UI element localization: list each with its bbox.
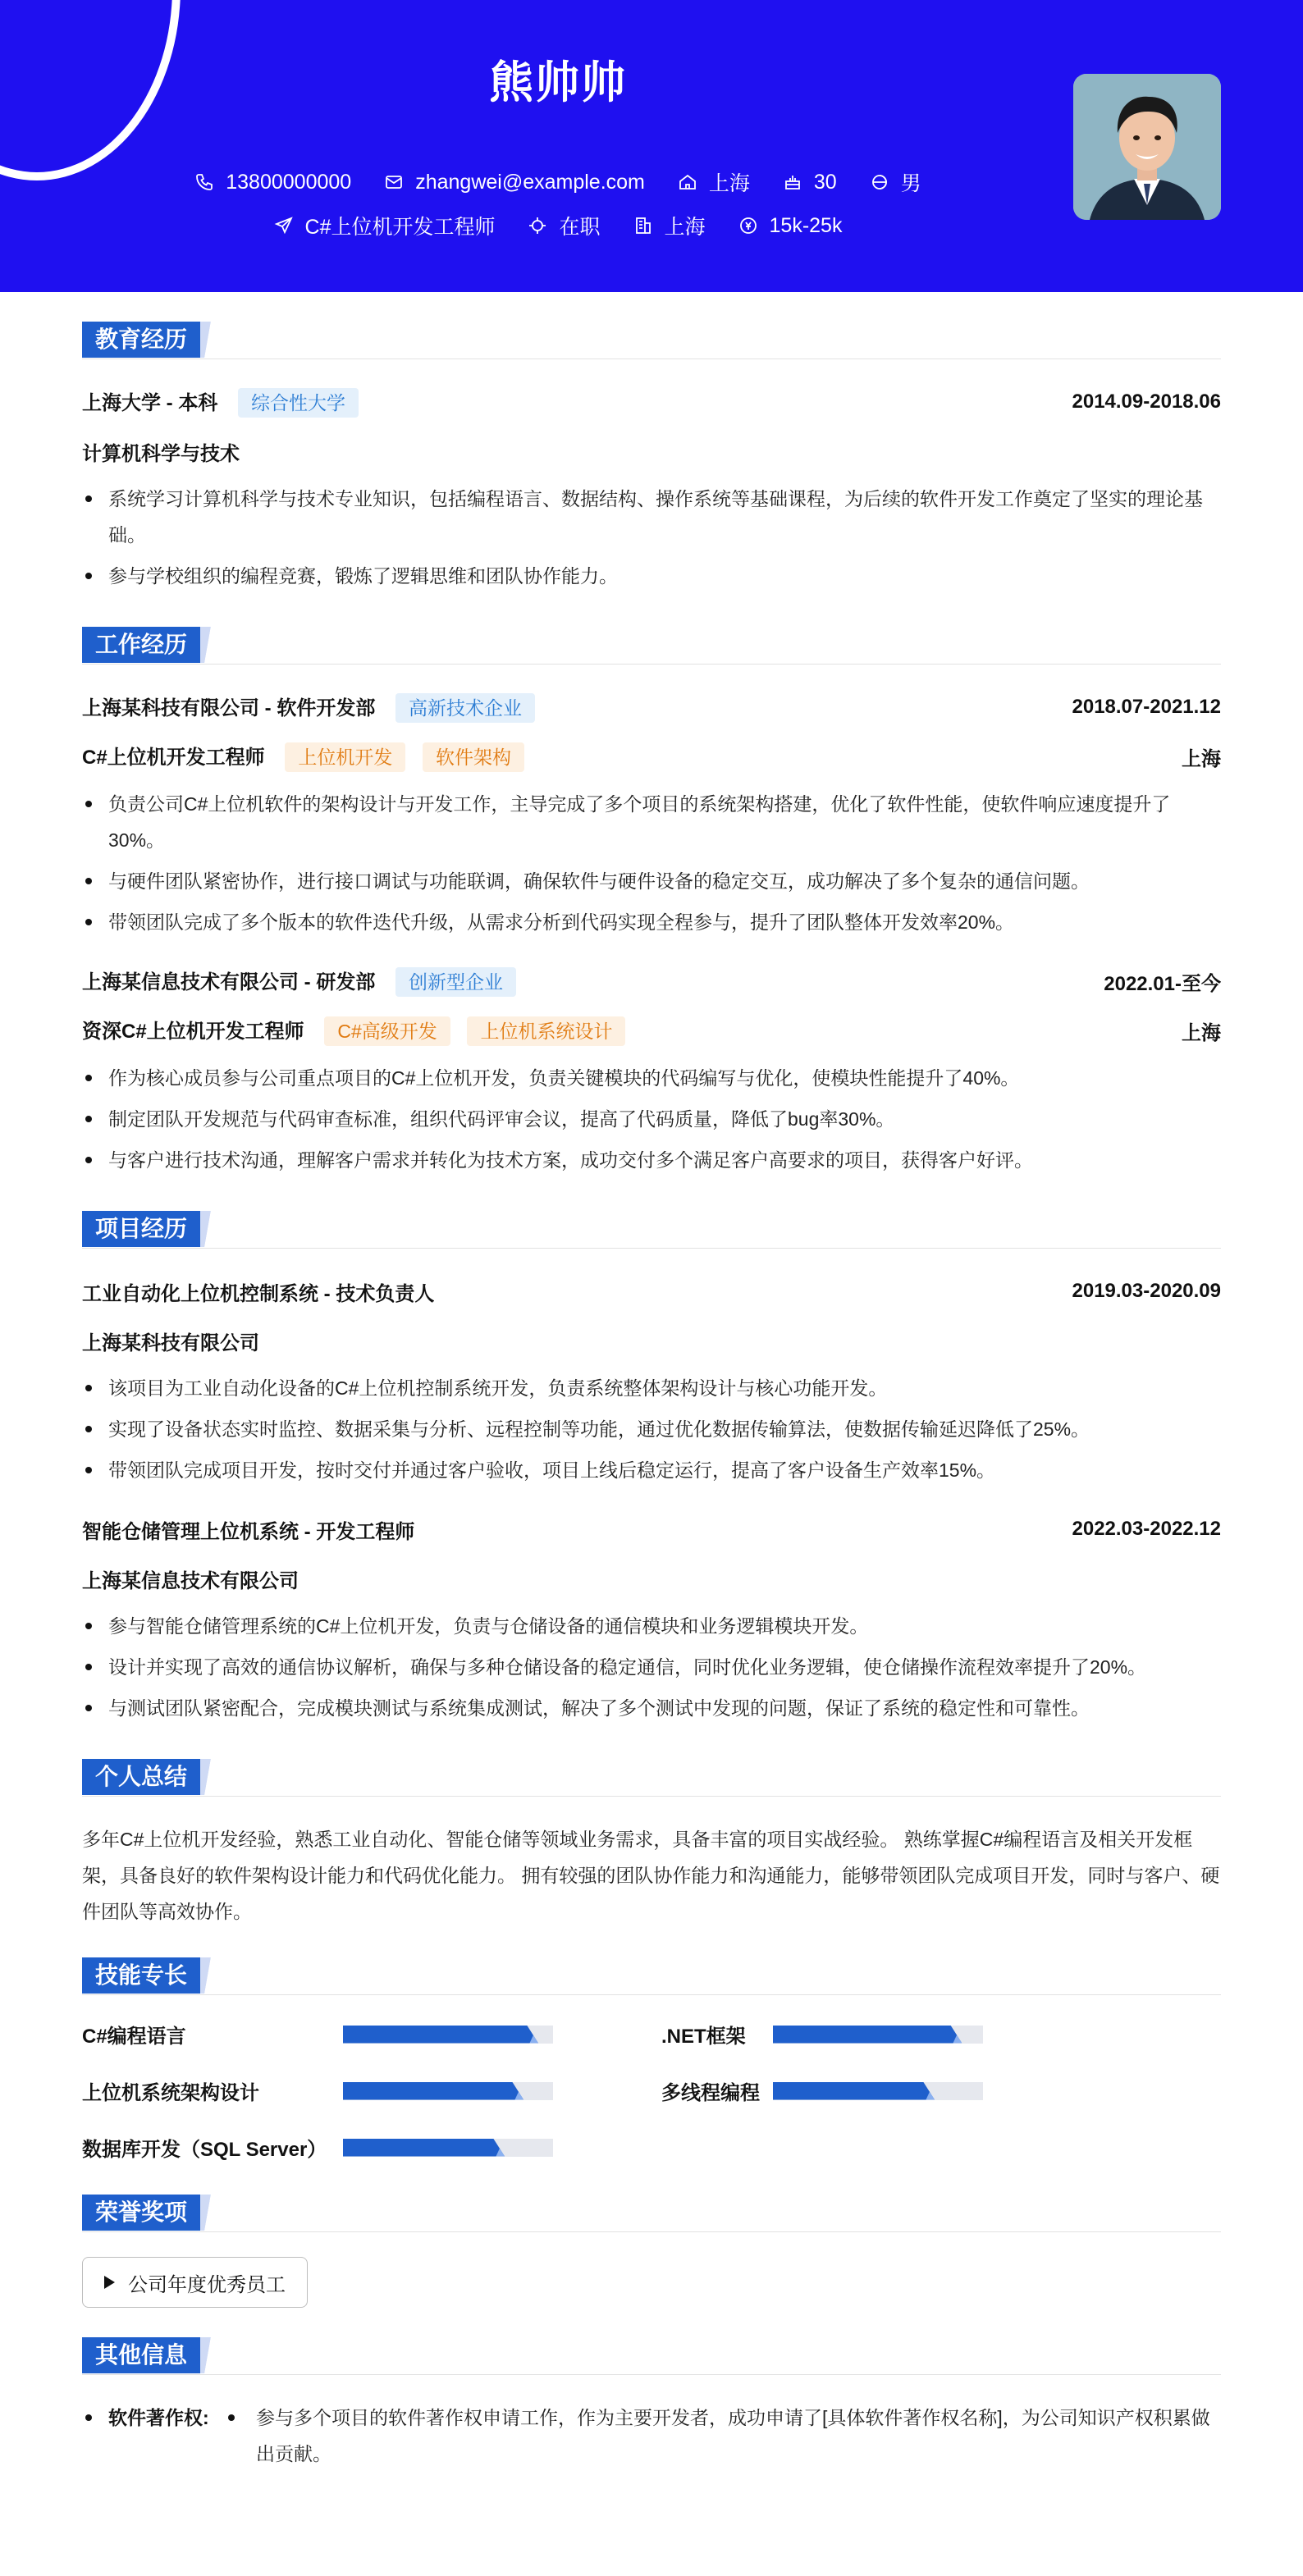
education-bullets [82, 481, 1221, 594]
job-location: 上海 [1182, 1021, 1221, 1044]
mail-icon [384, 172, 404, 192]
list-item: 制定团队开发规范与代码审查标准，组织代码评审会议，提高了代码质量，降低了bug率30%。 [82, 1101, 1221, 1137]
skill-bar-fill [343, 2026, 538, 2044]
section-header [82, 627, 1221, 665]
gender-icon [870, 172, 889, 192]
role-tag: 软件架构 [423, 742, 524, 772]
skill-item [82, 2020, 661, 2048]
section-title: 工作经历 [82, 627, 200, 663]
job-role-row [82, 1012, 1221, 1048]
role-name: 资深C#上位机开发工程师 [82, 1021, 304, 1043]
section-title-decoration [200, 1957, 220, 1994]
company-block [82, 692, 535, 723]
resume-body [82, 292, 1221, 2472]
section-header [82, 2195, 1221, 2232]
job-period: 2022.01-至今 [1104, 972, 1221, 995]
other-info-text: 参与多个项目的软件著作权申请工作，作为主要开发者，成功申请了[具体软件著作权名称]，为公司知识产权积累做出贡献。 [226, 2400, 1221, 2472]
job-bullets [82, 1060, 1221, 1178]
project-name: 智能仓储管理上位机系统 - 开发工程师 [82, 1520, 415, 1543]
list-item: 与硬件团队紧密协作，进行接口调试与功能联调，确保软件与硬件设备的稳定交互，成功解决了多个复杂的通信问题。 [82, 863, 1221, 899]
resume-header [0, 0, 1303, 292]
send-icon [274, 216, 294, 235]
award-label: 公司年度优秀员工 [128, 2273, 286, 2296]
candidate-name: 熊帅帅 [489, 58, 627, 107]
school-tag: 综合性大学 [238, 388, 359, 418]
age-item [783, 171, 837, 194]
company-name: 上海某科技有限公司 - 软件开发部 [82, 697, 376, 719]
section-title-decoration [200, 2195, 220, 2231]
phone-item [194, 171, 351, 194]
play-triangle-icon [104, 2276, 115, 2289]
project-company: 上海某科技有限公司 [82, 1331, 259, 1354]
list-item: 与客户进行技术沟通，理解客户需求并转化为技术方案，成功交付多个满足客户高要求的项目，获得客户好评。 [82, 1142, 1221, 1178]
education-header-row [82, 384, 1221, 420]
status-text: 在职 [559, 216, 601, 239]
email-item [384, 171, 645, 194]
company-block [82, 966, 516, 997]
list-item: 带领团队完成了多个版本的软件迭代升级，从需求分析到代码实现全程参与，提升了团队整体开发效率20%。 [82, 904, 1221, 940]
section-title: 荣誉奖项 [82, 2195, 200, 2231]
gender-item [870, 167, 921, 197]
list-item: 该项目为工业自动化设备的C#上位机控制系统开发，负责系统整体架构设计与核心功能开发。 [82, 1370, 1221, 1406]
job-company-row [82, 963, 1221, 999]
list-item: 系统学习计算机科学与技术专业知识，包括编程语言、数据结构、操作系统等基础课程，为后续的软件开发工作奠定了坚实的理论基础。 [82, 481, 1221, 553]
role-tag: 上位机系统设计 [467, 1016, 625, 1046]
city-item [678, 167, 750, 197]
project-company: 上海某信息技术有限公司 [82, 1569, 299, 1592]
job-entry [82, 689, 1221, 940]
project-name: 工业自动化上位机控制系统 - 技术负责人 [82, 1282, 435, 1305]
section-title-decoration [200, 322, 220, 358]
major-name: 计算机科学与技术 [82, 442, 240, 465]
job-period: 2018.07-2021.12 [1072, 696, 1221, 718]
skill-bar-fill [343, 2139, 505, 2157]
skill-item [661, 2076, 1221, 2105]
role-tag: C#高级开发 [324, 1016, 450, 1046]
skill-bar [343, 2026, 553, 2044]
job-company-row [82, 689, 1221, 725]
salary-text: 15k-25k [769, 213, 843, 237]
section-title: 项目经历 [82, 1211, 200, 1247]
money-icon [738, 216, 758, 235]
skill-item [82, 2133, 661, 2162]
section-title: 技能专长 [82, 1957, 200, 1994]
skill-bar [773, 2026, 983, 2044]
honors-section [82, 2195, 1221, 2308]
list-item: 参与智能仓储管理系统的C#上位机开发，负责与仓储设备的通信模块和业务逻辑模块开发。 [82, 1608, 1221, 1644]
salary-item [738, 214, 843, 238]
project-company-row [82, 1322, 1221, 1359]
cake-icon [783, 172, 802, 192]
award-toggle-button[interactable] [82, 2257, 308, 2308]
summary-text: 多年C#上位机开发经验，熟悉工业自动化、智能仓储等领域业务需求，具备丰富的项目实战经验。 熟练掌握C#编程语言及相关开发框架，具备良好的软件架构设计能力和代码优化能力。 拥有较强的团队协作能力和沟通能力，能够带领团队完成项目开发，同时与客户、硬件团队等高效协作。 [82, 1829, 1220, 1922]
contact-row [0, 167, 1116, 197]
skill-name: 数据库开发（SQL Server） [82, 2139, 327, 2161]
section-title-decoration [200, 1759, 220, 1795]
project-entry [82, 1511, 1221, 1726]
section-title: 教育经历 [82, 322, 200, 358]
phone-text: 13800000000 [226, 170, 352, 194]
skill-item [82, 2076, 661, 2105]
work-city-text: 上海 [664, 216, 706, 239]
project-period: 2022.03-2022.12 [1072, 1518, 1221, 1540]
role-block [82, 1015, 625, 1046]
position-text: C#上位机开发工程师 [304, 216, 496, 239]
section-header [82, 2337, 1221, 2375]
skill-bar-fill [343, 2082, 523, 2100]
education-section [82, 322, 1221, 594]
projects-section [82, 1211, 1221, 1726]
project-bullets [82, 1370, 1221, 1488]
section-title-decoration [200, 2337, 220, 2373]
skill-bar-fill [773, 2082, 935, 2100]
work-section [82, 627, 1221, 1178]
section-header [82, 1957, 1221, 1995]
skills-section [82, 1957, 1221, 2162]
skill-bar [773, 2082, 983, 2100]
job-role-row [82, 738, 1221, 774]
list-item: 设计并实现了高效的通信协议解析，确保与多种仓储设备的稳定通信，同时优化业务逻辑，使仓储操作流程效率提升了20%。 [82, 1649, 1221, 1685]
work-city-item [633, 211, 706, 240]
list-item: 实现了设备状态实时监控、数据采集与分析、远程控制等功能，通过优化数据传输算法，使数据传输延迟降低了25%。 [82, 1411, 1221, 1447]
project-name-row [82, 1273, 1221, 1309]
job-intent-row [0, 211, 1116, 240]
age-text: 30 [813, 170, 837, 194]
section-title-decoration [200, 1211, 220, 1247]
job-bullets [82, 786, 1221, 940]
list-item: 负责公司C#上位机软件的架构设计与开发工作，主导完成了多个项目的系统架构搭建，优化了软件性能，使软件响应速度提升了30%。 [82, 786, 1221, 858]
skills-grid [82, 2020, 1221, 2162]
job-location: 上海 [1182, 747, 1221, 770]
role-name: C#上位机开发工程师 [82, 747, 265, 769]
project-entry [82, 1273, 1221, 1488]
major-row [82, 433, 1221, 469]
section-header [82, 1759, 1221, 1797]
summary-section [82, 1759, 1221, 1930]
skill-item [661, 2020, 1221, 2048]
other-info-item [82, 2400, 1221, 2472]
other-info-label: 软件著作权: [82, 2400, 226, 2472]
position-item [274, 211, 496, 240]
email-text: zhangwei@example.com [415, 170, 645, 194]
skill-bar [343, 2139, 553, 2157]
avatar-portrait-icon [1073, 74, 1221, 220]
skill-name: C#编程语言 [82, 2026, 186, 2048]
role-tag: 上位机开发 [285, 742, 405, 772]
skill-name: 上位机系统架构设计 [82, 2082, 259, 2104]
list-item: 带领团队完成项目开发，按时交付并通过客户验收，项目上线后稳定运行，提高了客户设备生产效率15%。 [82, 1452, 1221, 1488]
phone-icon [194, 172, 214, 192]
avatar [1073, 74, 1221, 220]
section-title: 其他信息 [82, 2337, 200, 2373]
city-text: 上海 [708, 172, 750, 195]
skill-name: 多线程编程 [661, 2082, 760, 2104]
project-bullets [82, 1608, 1221, 1726]
section-title-decoration [200, 627, 220, 663]
list-item: 与测试团队紧密配合，完成模块测试与系统集成测试，解决了多个测试中发现的问题，保证了系统的稳定性和可靠性。 [82, 1690, 1221, 1726]
home-icon [678, 172, 697, 192]
skill-bar [343, 2082, 553, 2100]
skill-name: .NET框架 [661, 2026, 746, 2048]
skill-bar-fill [773, 2026, 962, 2044]
status-item [528, 211, 600, 240]
section-header [82, 1211, 1221, 1249]
building-icon [633, 216, 653, 235]
gender-text: 男 [900, 172, 921, 195]
education-period: 2014.09-2018.06 [1072, 391, 1221, 413]
role-block [82, 741, 524, 772]
school-name: 上海大学 - 本科 [82, 392, 218, 414]
company-tag: 高新技术企业 [395, 693, 535, 723]
project-name-row [82, 1511, 1221, 1547]
other-section [82, 2337, 1221, 2472]
section-title: 个人总结 [82, 1759, 200, 1795]
job-entry [82, 963, 1221, 1178]
school-block [82, 386, 359, 418]
project-period: 2019.03-2020.09 [1072, 1280, 1221, 1302]
list-item: 作为核心成员参与公司重点项目的C#上位机开发，负责关键模块的代码编写与优化，使模块性能提升了40%。 [82, 1060, 1221, 1096]
project-company-row [82, 1560, 1221, 1596]
company-tag: 创新型企业 [395, 967, 516, 997]
status-icon [528, 216, 547, 235]
list-item: 参与学校组织的编程竞赛，锻炼了逻辑思维和团队协作能力。 [82, 558, 1221, 594]
section-header [82, 322, 1221, 359]
company-name: 上海某信息技术有限公司 - 研发部 [82, 971, 376, 993]
